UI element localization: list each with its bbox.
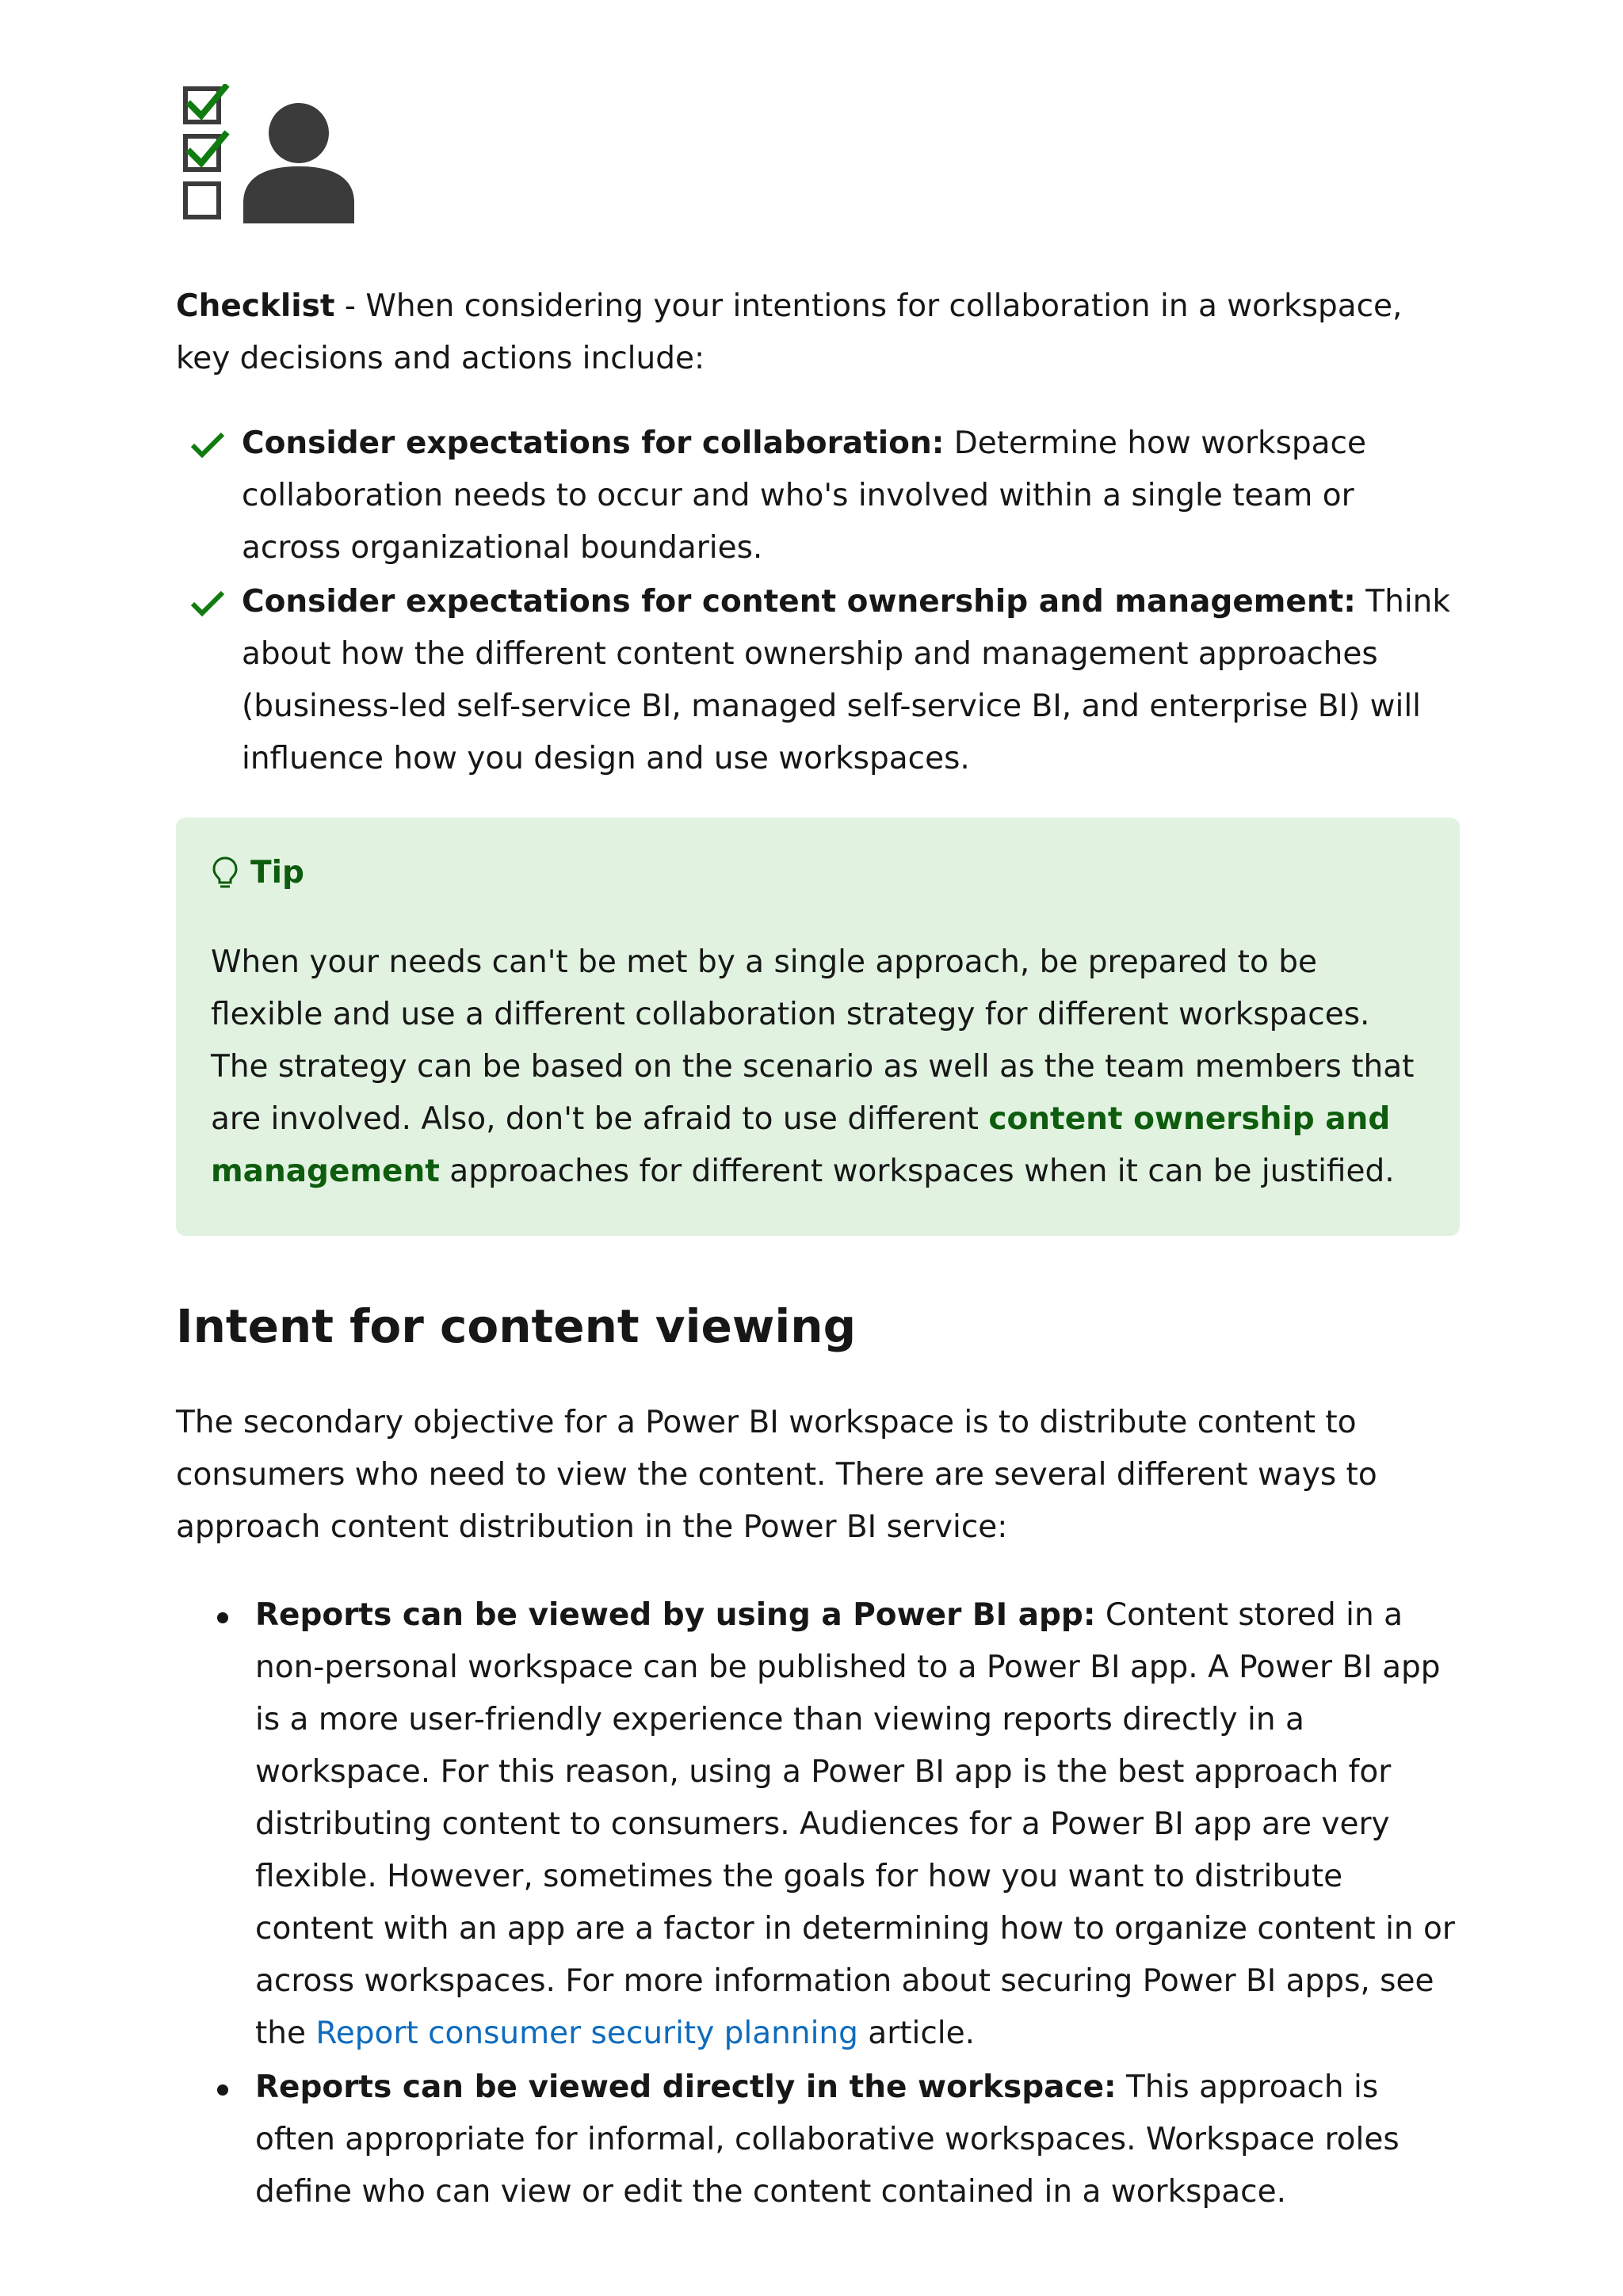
bullet-item <box>176 2061 1460 2218</box>
checklist <box>176 418 1460 787</box>
bullet-list <box>176 1589 1460 2220</box>
tip-title: Tip <box>250 855 304 891</box>
checkmark-icon <box>190 590 225 617</box>
checklist-item-title: Consider expectations for collaboration: <box>242 425 945 461</box>
tip-text <box>211 936 1431 1198</box>
tip-header <box>211 852 1425 894</box>
tip-text-start: When your needs can't be met by a single approach, be prepared to be flexible and use a different collaboration strategy for different workspaces. The strategy can be based on the scenario as well as the team members that are involved. Also, don't be afraid to use different <box>211 944 1415 1137</box>
checkmark-icon <box>190 432 225 459</box>
bullet-item <box>176 1589 1460 2060</box>
lightbulb-icon <box>211 856 239 891</box>
checklist-intro-text: - When considering your intentions for collaboration in a workspace, key decisions and actions include: <box>176 288 1403 376</box>
section-paragraph: The secondary objective for a Power BI workspace is to distribute content to consumers who need to view the content. There are several different ways to approach content distribution in the Power BI service: <box>176 1405 1377 1545</box>
checklist-item <box>176 576 1460 785</box>
tip-callout <box>176 818 1460 1236</box>
bullet-text: Content stored in a non-personal workspace can be published to a Power BI app. A Power BI app is a more user-friendly experience than viewing reports directly in a workspace. For this reason, using a Power BI app is the best approach for distributing content to consumers. Audiences for a Power BI app are very flexible. However, sometimes the goals for how you want to distribute content with an app are a factor in determining how to organize content in or across workspaces. For more information about securing Power BI apps, see the <box>255 1597 1455 2051</box>
bullet-title: Reports can be viewed by using a Power BI app: <box>255 1597 1096 1633</box>
checklist-item-title: Consider expectations for content ownership and management: <box>242 584 1356 620</box>
checklist-person-icon <box>176 84 358 227</box>
checklist-item-text: Determine how workspace collaboration needs to occur and who's involved within a single team or across organizational boundaries. <box>242 425 1366 566</box>
bullet-title: Reports can be viewed directly in the workspace: <box>255 2069 1117 2105</box>
report-consumer-security-link[interactable]: Report consumer security planning <box>315 2016 858 2051</box>
checklist-item <box>176 418 1460 574</box>
checklist-item-text: Think about how the different content ownership and management approaches (business-led self-service BI, managed self-service BI, and enterprise BI) will influence how you design and use workspaces. <box>242 584 1450 776</box>
section-heading: Intent for content viewing <box>176 1299 857 1353</box>
bullet-text-end: article. <box>857 2016 976 2051</box>
bullet-text: This approach is often appropriate for informal, collaborative workspaces. Workspace roles define who can view or edit the content contained in a workspace. <box>255 2069 1400 2210</box>
checklist-intro <box>176 280 1460 385</box>
bullet-dot <box>217 2084 228 2096</box>
tip-text-end: approaches for different workspaces when it can be justified. <box>439 1154 1395 1189</box>
bullet-dot <box>217 1612 228 1623</box>
content-ownership-link[interactable]: content ownership and management <box>211 1101 1391 1189</box>
checklist-label: Checklist <box>176 288 335 324</box>
